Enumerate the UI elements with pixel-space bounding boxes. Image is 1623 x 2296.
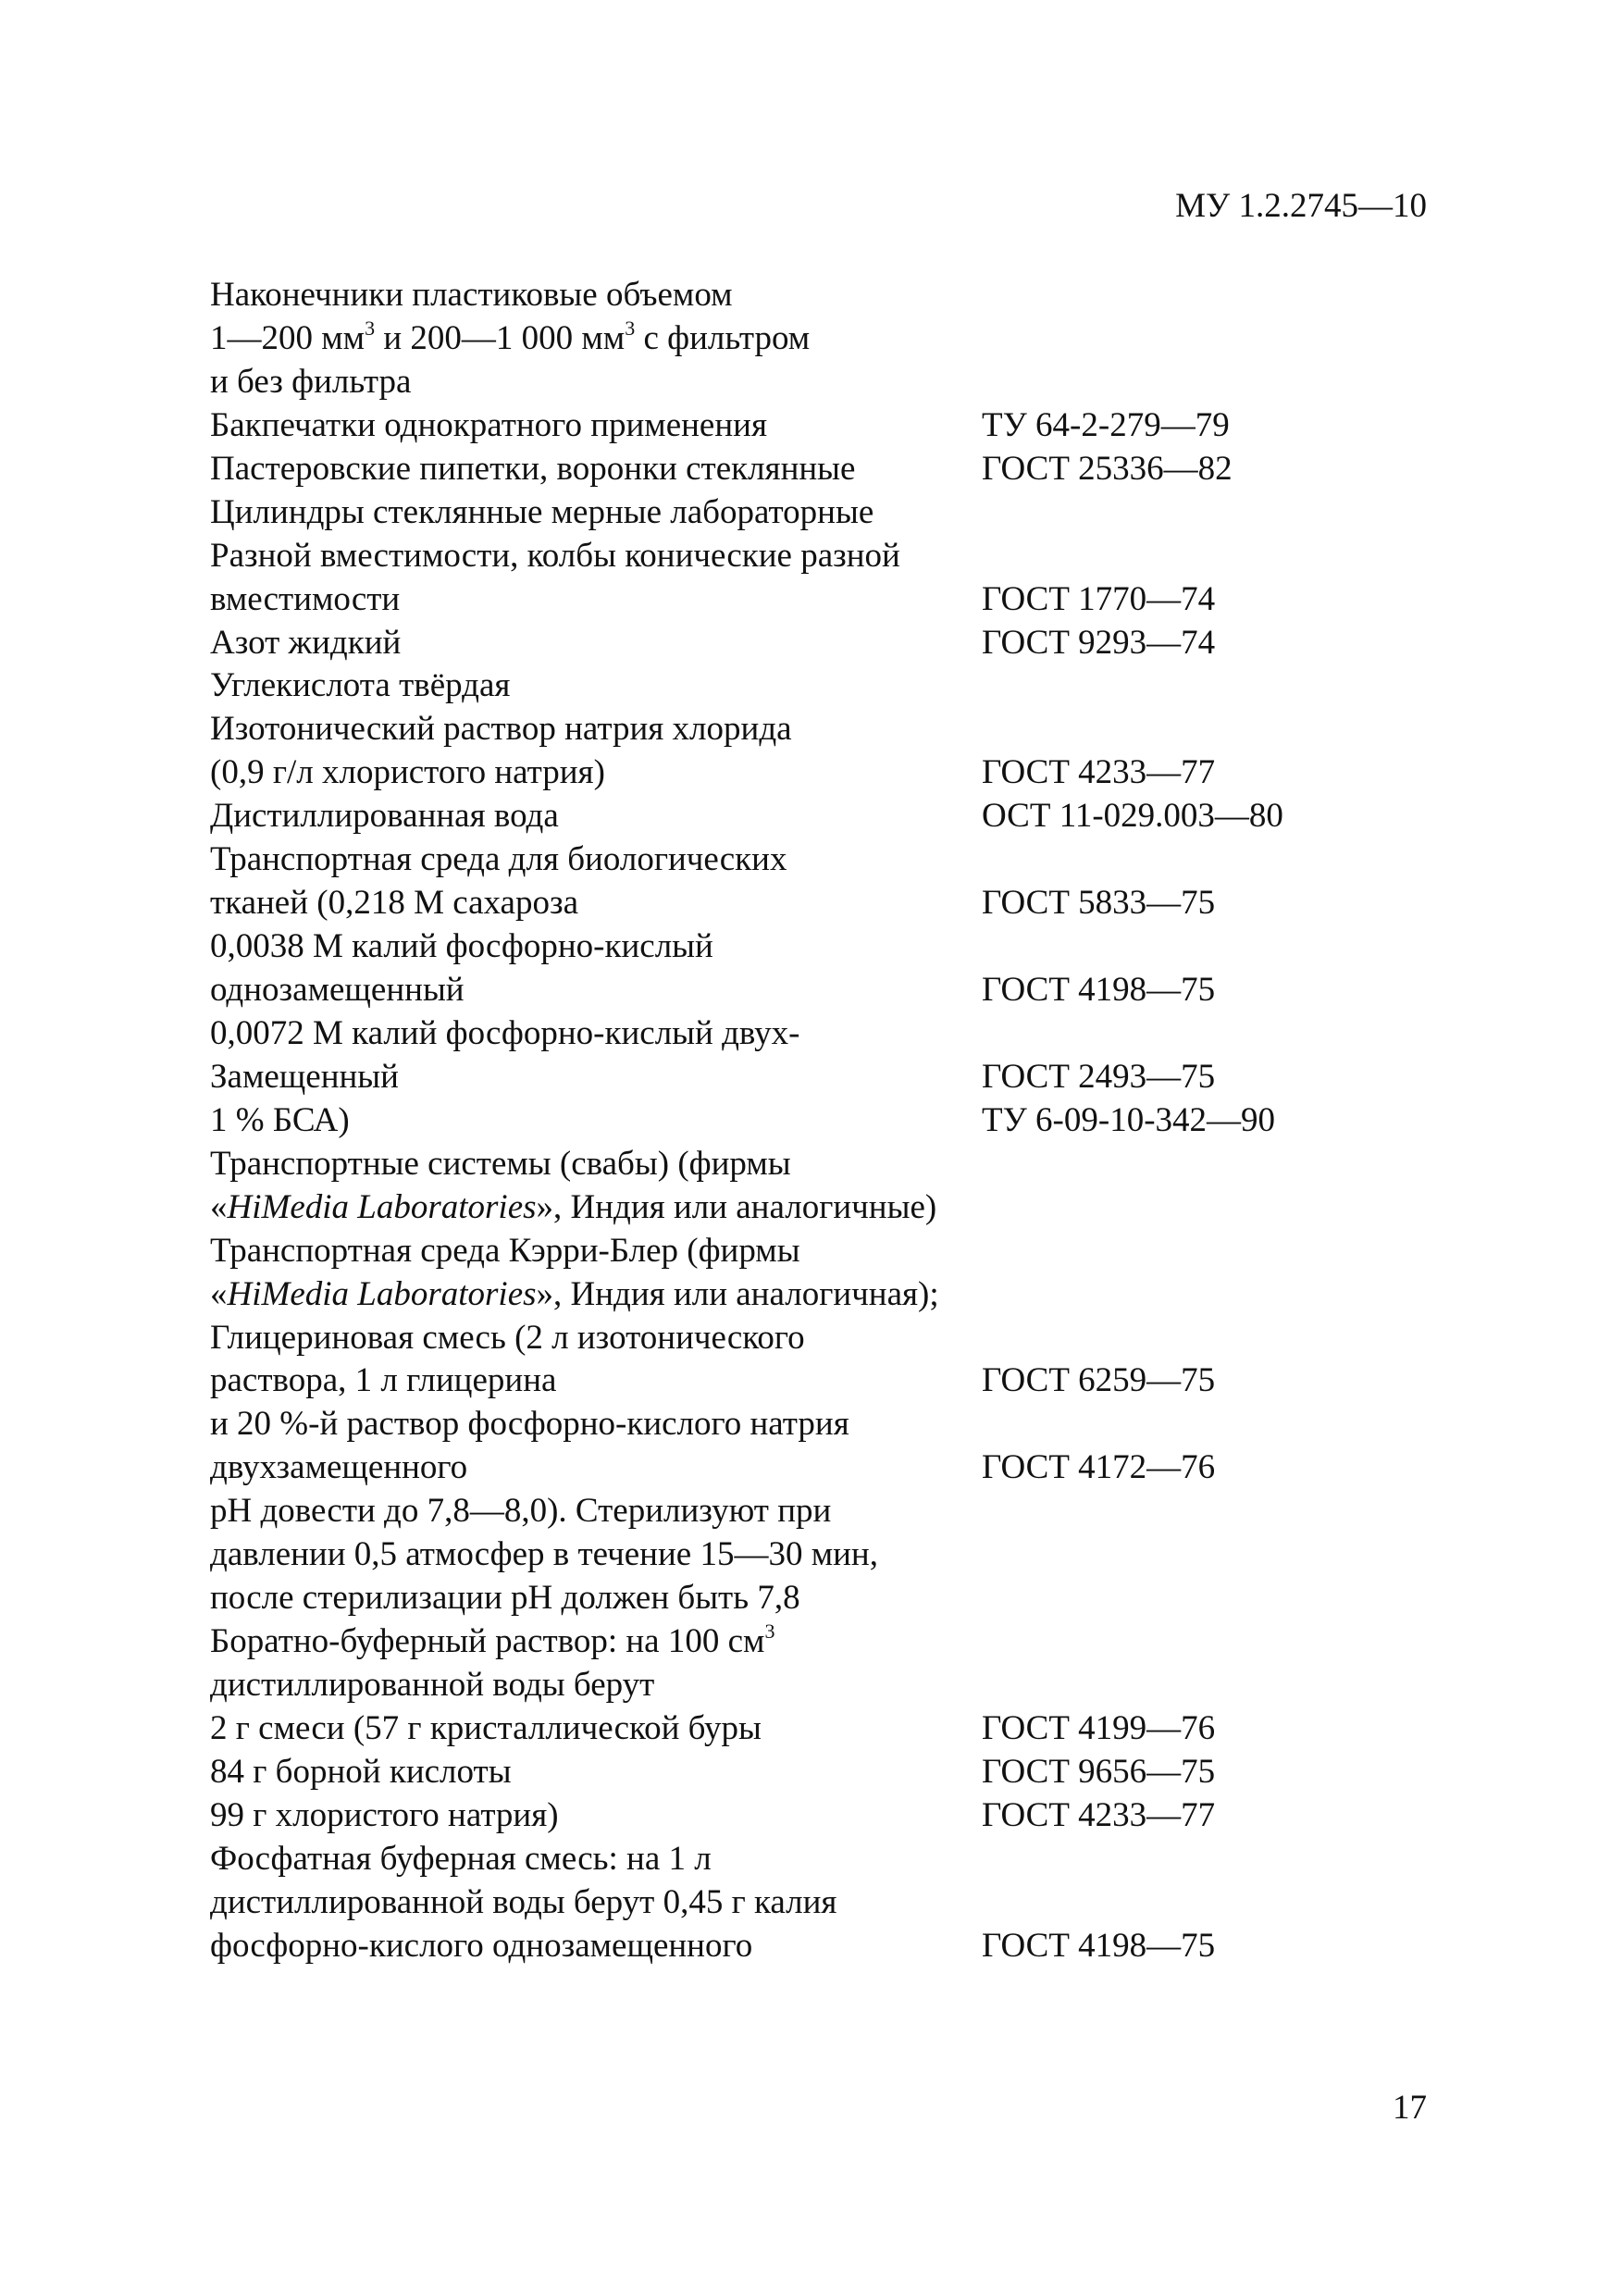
item-name: 0,0038 М калий фосфорно-кислый [210, 927, 713, 966]
standard-ref: ОСТ 11-029.003—80 [982, 797, 1283, 836]
list-row [210, 925, 1441, 969]
item-name: 0,0072 М калий фосфорно-кислый двух- [210, 1013, 800, 1052]
item-name: Изотонический раствор натрия хлорида [210, 710, 792, 749]
list-row [210, 1099, 1441, 1143]
page-number: 17 [1393, 2089, 1427, 2127]
item-name: раствора, 1 л глицерина [210, 1361, 557, 1400]
item-name: Цилиндры стеклянные мерные лабораторные [210, 492, 874, 531]
item-name: двухзамещенного [210, 1448, 468, 1487]
list-row [210, 274, 1441, 317]
item-name: Транспортные системы (свабы) (фирмы [210, 1144, 791, 1183]
list-row [210, 1577, 1441, 1620]
item-name: фосфорно-кислого однозамещенного [210, 1926, 753, 1965]
item-name: давлении 0,5 атмосфер в течение 15—30 мин, [210, 1535, 878, 1574]
item-name: дистиллированной воды берут [210, 1666, 655, 1704]
item-name: Фосфатная буферная смесь: на 1 л [210, 1839, 712, 1878]
item-name: тканей (0,218 М сахароза [210, 884, 579, 923]
list-row [210, 1794, 1441, 1838]
list-row [210, 1446, 1441, 1490]
list-row [210, 969, 1441, 1012]
item-name: 84 г борной кислоты [210, 1752, 512, 1791]
item-name: «HiMedia Laboratories», Индия или аналогичная); [210, 1274, 939, 1313]
item-name: Углекислота твёрдая [210, 666, 511, 705]
item-name: 2 г смеси (57 г кристаллической буры [210, 1708, 762, 1747]
list-row [210, 1707, 1441, 1751]
list-row [210, 1317, 1441, 1360]
list-row [210, 1403, 1441, 1446]
standard-ref: ГОСТ 4198—75 [982, 1926, 1216, 1965]
list-row [210, 1230, 1441, 1273]
item-name: «HiMedia Laboratories», Индия или аналогичные) [210, 1187, 937, 1226]
materials-list [210, 274, 1441, 1968]
standard-ref: ТУ 64-2-279—79 [982, 405, 1230, 444]
list-row [210, 1620, 1441, 1664]
list-row [210, 1751, 1441, 1794]
list-row [210, 1186, 1441, 1230]
standard-ref: ГОСТ 9656—75 [982, 1752, 1216, 1791]
item-name: Наконечники пластиковые объемом [210, 276, 733, 314]
list-row [210, 708, 1441, 751]
item-name: 1 % БСА) [210, 1100, 350, 1139]
list-row [210, 882, 1441, 925]
standard-ref: ГОСТ 25336—82 [982, 449, 1233, 488]
company-name: HiMedia Laboratories [227, 1187, 537, 1226]
list-row [210, 535, 1441, 578]
item-name: и без фильтра [210, 362, 412, 401]
list-row [210, 361, 1441, 404]
company-name: HiMedia Laboratories [227, 1274, 537, 1313]
item-name: дистиллированной воды берут 0,45 г калия [210, 1882, 837, 1921]
superscript: 3 [625, 316, 636, 340]
list-row [210, 491, 1441, 535]
list-row [210, 1359, 1441, 1403]
list-row [210, 1838, 1441, 1881]
item-name: вместимости [210, 579, 401, 618]
list-row [210, 1490, 1441, 1533]
item-name: Разной вместимости, колбы конические разной [210, 536, 900, 575]
standard-ref: ГОСТ 5833—75 [982, 884, 1216, 923]
list-row [210, 448, 1441, 491]
item-name: Транспортная среда Кэрри-Блер (фирмы [210, 1231, 800, 1270]
list-row [210, 317, 1441, 361]
list-row [210, 664, 1441, 708]
standard-ref: ГОСТ 1770—74 [982, 579, 1216, 618]
item-name: 99 г хлористого натрия) [210, 1795, 559, 1834]
list-row [210, 622, 1441, 665]
item-name: Глицериновая смесь (2 л изотонического [210, 1318, 805, 1357]
item-name: Бакпечатки однократного применения [210, 405, 767, 444]
item-name: Дистиллированная вода [210, 797, 559, 836]
item-name: Пастеровские пипетки, воронки стеклянные [210, 449, 856, 488]
list-row [210, 1273, 1441, 1317]
item-name: pH довести до 7,8—8,0). Стерилизуют при [210, 1492, 832, 1531]
list-row [210, 1533, 1441, 1577]
standard-ref: ГОСТ 9293—74 [982, 623, 1216, 662]
item-name: и 20 %-й раствор фосфорно-кислого натрия [210, 1405, 849, 1444]
item-name: после стерилизации pH должен быть 7,8 [210, 1579, 800, 1618]
list-row [210, 1056, 1441, 1099]
list-row [210, 795, 1441, 838]
item-name: Боратно-буферный раствор: на 100 $см^3$ [210, 1620, 775, 1661]
item-name: Азот жидкий [210, 623, 402, 662]
list-row [210, 1664, 1441, 1707]
standard-ref: ГОСТ 4172—76 [982, 1448, 1216, 1487]
item-name: Замещенный [210, 1057, 399, 1096]
list-row [210, 751, 1441, 795]
list-row [210, 1012, 1441, 1056]
item-name: Транспортная среда для биологических [210, 840, 787, 879]
list-row [210, 838, 1441, 882]
standard-ref: ТУ 6-09-10-342—90 [982, 1100, 1276, 1139]
standard-ref: ГОСТ 6259—75 [982, 1361, 1216, 1400]
list-row [210, 1925, 1441, 1968]
list-row [210, 578, 1441, 622]
item-name: 1—200 $мм^3$ и 200—1 000 $мм^3$ с фильтром [210, 316, 811, 357]
superscript: 3 [365, 316, 376, 340]
standard-ref: ГОСТ 4233—77 [982, 1795, 1216, 1834]
list-row [210, 404, 1441, 448]
list-row [210, 1143, 1441, 1186]
list-row [210, 1881, 1441, 1925]
document-id: МУ 1.2.2745—10 [1175, 187, 1427, 225]
item-name: однозамещенный [210, 971, 465, 1009]
standard-ref: ГОСТ 4198—75 [982, 971, 1216, 1009]
item-name: (0,9 г/л хлористого натрия) [210, 753, 605, 792]
standard-ref: ГОСТ 4233—77 [982, 753, 1216, 792]
standard-ref: ГОСТ 4199—76 [982, 1708, 1216, 1747]
standard-ref: ГОСТ 2493—75 [982, 1057, 1216, 1096]
superscript: 3 [764, 1620, 775, 1644]
